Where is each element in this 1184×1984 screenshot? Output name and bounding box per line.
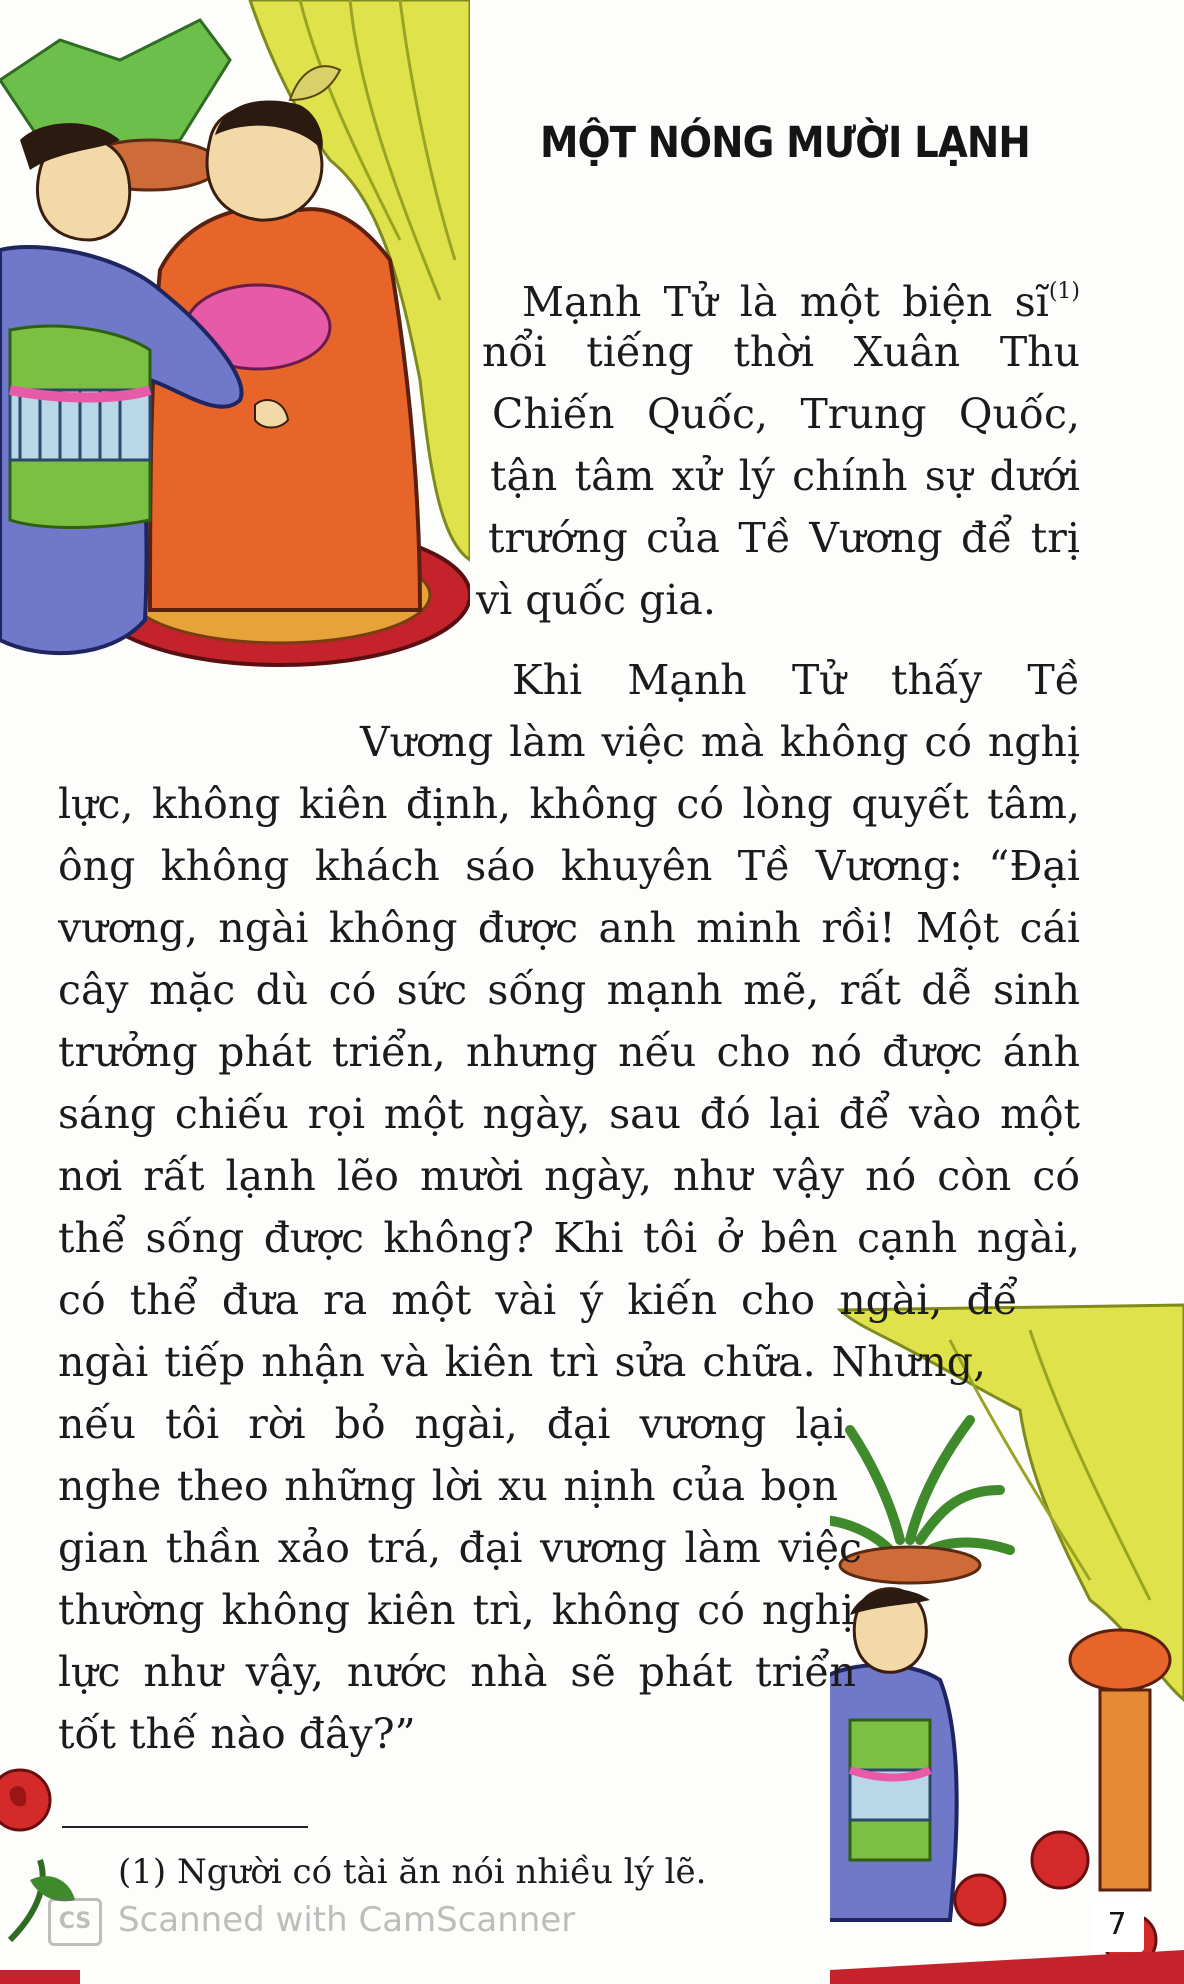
text-line: cây mặc dù có sức sống mạnh mẽ, rất dễ sinh: [58, 966, 1080, 1014]
text-line: ông không khách sáo khuyên Tề Vương: “Đại: [58, 842, 1080, 890]
text-line: lực, không kiên định, không có lòng quyết tâm,: [58, 780, 1080, 828]
text-line: Vương làm việc mà không có nghị: [360, 718, 1080, 766]
text-line: gian thần xảo trá, đại vương làm việc: [58, 1524, 862, 1572]
text-line: tốt thế nào đây?”: [58, 1710, 416, 1758]
text-line: tận tâm xử lý chính sự dưới: [490, 452, 1080, 500]
text-line: trướng của Tề Vương để trị: [488, 514, 1080, 562]
text-line-part: Mạnh Tử là một biện sĩ: [522, 278, 1049, 326]
text-line: có thể đưa ra một vài ý kiến cho ngài, để: [58, 1276, 1018, 1324]
text-line: nổi tiếng thời Xuân Thu: [482, 328, 1080, 376]
text-line: nơi rất lạnh lẽo mười ngày, như vậy nó còn có: [58, 1152, 1080, 1200]
text-line: thường không kiên trì, không có nghị: [58, 1586, 854, 1634]
text-line: ngài tiếp nhận và kiên trì sửa chữa. Nhưng,: [58, 1338, 986, 1386]
illustration-official-with-plant: [830, 1300, 1184, 1984]
text-line: nghe theo những lời xu nịnh của bọn: [58, 1462, 838, 1510]
text-line: lực như vậy, nước nhà sẽ phát triển: [58, 1648, 856, 1696]
footnote-divider: [62, 1826, 308, 1828]
text-line: Chiến Quốc, Trung Quốc,: [492, 390, 1080, 438]
text-line: nếu tôi rời bỏ ngài, đại vương lại: [58, 1400, 846, 1448]
roses-decoration: [0, 1760, 80, 1984]
text-line: trưởng phát triển, nhưng nếu cho nó được ánh: [58, 1028, 1080, 1076]
text-line: Khi Mạnh Tử thấy Tề: [512, 656, 1080, 704]
text-line: thể sống được không? Khi tôi ở bên cạnh ngài,: [58, 1214, 1080, 1262]
text-line: [522, 268, 1080, 326]
text-line: vương, ngài không được anh minh rồi! Một cái: [58, 904, 1080, 952]
camscanner-logo: CS: [48, 1898, 102, 1946]
footnote: (1) Người có tài ăn nói nhiều lý lẽ.: [118, 1852, 707, 1892]
text-line: vì quốc gia.: [476, 576, 716, 624]
illustration-two-officials: [0, 0, 470, 690]
story-title: MỘT NÓNG MƯỜI LẠNH: [540, 118, 1030, 168]
text-line: sáng chiếu rọi một ngày, sau đó lại để vào một: [58, 1090, 1080, 1138]
page-number: 7: [1090, 1898, 1144, 1952]
scanner-watermark: Scanned with CamScanner: [118, 1900, 576, 1940]
footnote-marker: (1): [1048, 279, 1080, 304]
